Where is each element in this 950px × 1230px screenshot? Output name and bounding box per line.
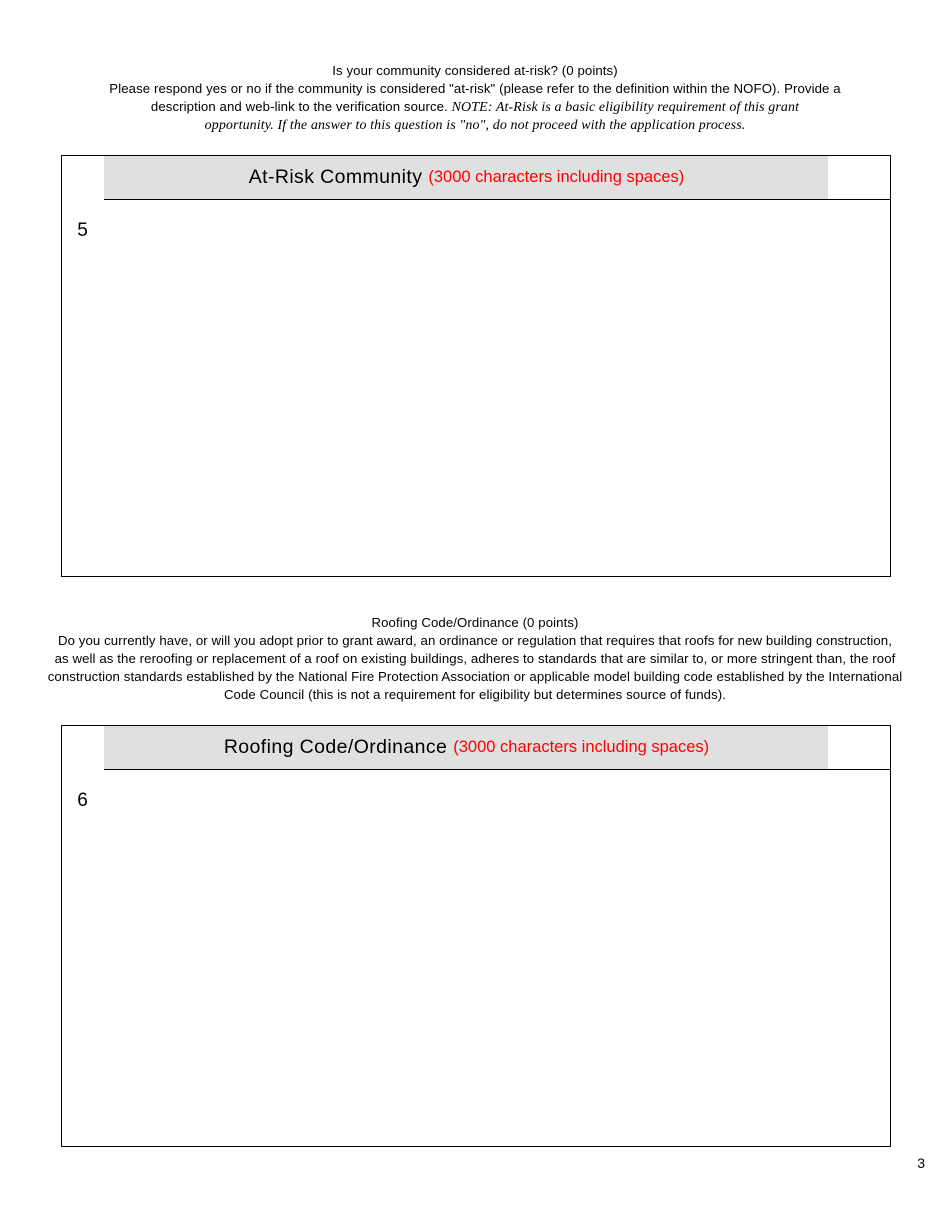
section6-question-title: Roofing Code/Ordinance (0 points) bbox=[371, 615, 579, 630]
section5-header-note: (3000 characters including spaces) bbox=[428, 168, 685, 186]
section6-header-note: (3000 characters including spaces) bbox=[453, 738, 710, 756]
section6-description-line: Code Council (this is not a requirement for eligibility but determines source of funds). bbox=[223, 687, 727, 702]
section6-number-cell bbox=[62, 726, 105, 1146]
section5-header-title: At-Risk Community bbox=[248, 166, 423, 188]
section5-header-cell bbox=[104, 156, 830, 199]
section5-number: 5 bbox=[77, 220, 88, 241]
section6-table bbox=[61, 725, 891, 1147]
section5-header-spacer bbox=[828, 156, 890, 199]
section6-header-spacer bbox=[828, 726, 890, 769]
section6-description-line: construction standards established by the National Fire Protection Association or applicable model building code established by the International bbox=[47, 669, 903, 684]
section6-header-row bbox=[104, 726, 890, 770]
section6-intro bbox=[20, 614, 930, 704]
section6-description-line: Do you currently have, or will you adopt prior to grant award, an ordinance or regulation that requires that roofs for new building construction, bbox=[57, 633, 893, 648]
section5-instruction-line2: description and web-link to the verification source. bbox=[150, 99, 448, 114]
section6-header-cell bbox=[104, 726, 830, 769]
section6-number: 6 bbox=[77, 790, 88, 811]
section5-table bbox=[61, 155, 891, 577]
section5-instruction-line1: Please respond yes or no if the community is considered "at-risk" (please refer to the definition within the NOFO). Provide a bbox=[109, 81, 841, 96]
section6-description-line: as well as the reroofing or replacement of a roof on existing buildings, adheres to standards that are similar to, or more stringent than, the roof bbox=[54, 651, 896, 666]
section5-note-line3: opportunity. If the answer to this question is "no", do not proceed with the application process. bbox=[204, 118, 746, 133]
section5-header-row bbox=[104, 156, 890, 200]
section5-number-cell bbox=[62, 156, 105, 576]
section5-answer-field[interactable] bbox=[104, 200, 890, 576]
section5-question-title: Is your community considered at-risk? (0 points) bbox=[332, 63, 618, 78]
section6-answer-field[interactable] bbox=[104, 770, 890, 1146]
page-number: 3 bbox=[917, 1155, 925, 1171]
section5-instruction-line2-wrap bbox=[20, 98, 930, 117]
section6-header-title: Roofing Code/Ordinance bbox=[223, 736, 448, 758]
section5-intro bbox=[20, 62, 930, 135]
section5-note-line2: NOTE: At-Risk is a basic eligibility requirement of this grant bbox=[451, 100, 800, 115]
